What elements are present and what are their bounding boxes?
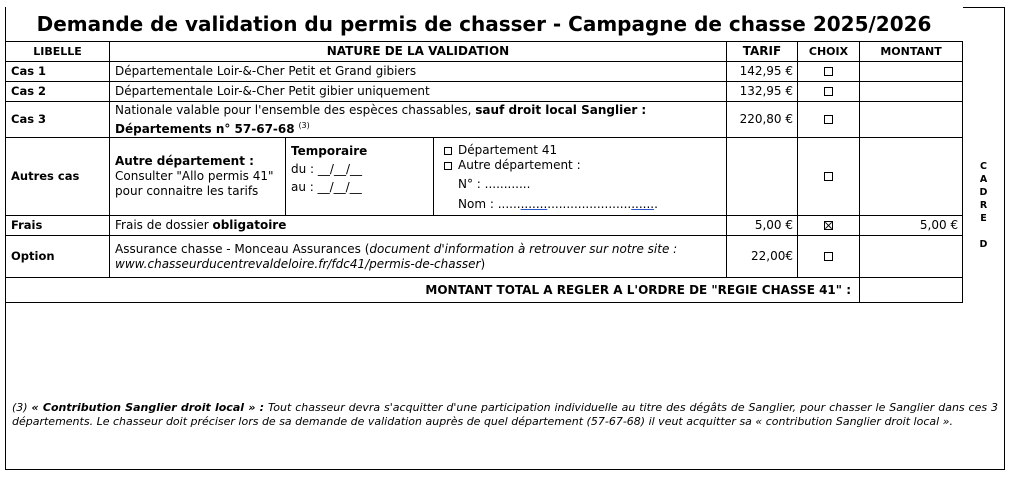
row-montant[interactable] [860, 102, 963, 138]
row-tarif: 5,00 € [727, 216, 798, 236]
row-montant[interactable] [860, 82, 963, 102]
choice-cell[interactable] [798, 138, 860, 216]
nature-end: ) [480, 256, 486, 271]
header-nature: NATURE DE LA VALIDATION [110, 42, 727, 62]
row-nature [110, 102, 727, 138]
autre-dept-title: Autre département : [115, 154, 254, 168]
cadre-letter: D [979, 187, 988, 198]
dots: ...................... [547, 197, 632, 211]
autre-dept-text: Consulter "Allo permis 41" pour connaitre les tarifs [115, 169, 274, 198]
row-nature [110, 216, 727, 236]
table-row-cas2 [6, 82, 963, 102]
row-tarif: 142,95 € [727, 62, 798, 82]
total-amount-field[interactable] [860, 278, 963, 303]
checkbox-dept41[interactable] [444, 147, 452, 155]
table-row-cas3 [6, 102, 963, 138]
checkbox-cas3[interactable] [824, 115, 833, 124]
header-montant: MONTANT [860, 42, 963, 62]
temporaire-cell [286, 138, 434, 216]
dept-name-field[interactable] [444, 197, 721, 212]
dept-name-label: Nom : [458, 197, 498, 211]
header-tarif: TARIF [727, 42, 798, 62]
row-nature: Départementale Loir-&-Cher Petit et Grand gibiers [110, 62, 727, 82]
row-label: Frais [6, 216, 110, 236]
row-label: Cas 3 [6, 102, 110, 138]
row-label: Autres cas [6, 138, 110, 216]
cadre-letter [962, 225, 1005, 238]
header-choix: CHOIX [798, 42, 860, 62]
footnote [12, 401, 998, 428]
dots: ...... [497, 197, 521, 211]
temporaire-title: Temporaire [291, 144, 368, 158]
row-label: Cas 2 [6, 82, 110, 102]
total-label: MONTANT TOTAL A REGLER A L'ORDRE DE "REGIE CHASSE 41" : [6, 278, 860, 303]
checkbox-cas2[interactable] [824, 87, 833, 96]
nature-text: Frais de dossier [115, 218, 213, 232]
row-montant[interactable] [860, 236, 963, 278]
footnote-ref: (3) [298, 120, 310, 130]
header-libelle: LIBELLE [6, 42, 110, 62]
footnote-text: Tout chasseur devra s'acquitter d'une participation individuelle au titre des dégâts de Sanglier, pour chasser le Sanglier dans ces 3 départements. Le chasseur doit préciser lors de sa demande de validation auprès de quel département (57-67-68) il veut acquitter sa « contribution Sanglier droit local ». [12, 401, 998, 428]
row-label: Cas 1 [6, 62, 110, 82]
row-label: Option [6, 236, 110, 278]
table-row-option [6, 236, 963, 278]
dept-number-field[interactable]: N° : ............ [458, 177, 531, 191]
cadre-letter: D [979, 239, 988, 250]
total-row [6, 278, 963, 303]
dots-underlined: ...... [631, 197, 655, 211]
date-du-field[interactable]: du : __/__/__ [291, 162, 362, 176]
nature-bold: sauf droit local Sanglier : Départements n° 57-67-68 [115, 102, 647, 136]
row-nature: Départementale Loir-&-Cher Petit gibier uniquement [110, 82, 727, 102]
option-dept41-label: Département 41 [458, 143, 558, 157]
footnote-bold: « Contribution Sanglier droit local » : [31, 401, 265, 414]
choice-cell[interactable] [798, 82, 860, 102]
option-dept41[interactable] [444, 143, 721, 158]
row-montant[interactable] [860, 62, 963, 82]
cadre-d-vertical-label [962, 160, 1005, 251]
nature-text: Assurance chasse - Monceau Assurances ( [115, 241, 370, 256]
checkbox-frais-checked[interactable] [824, 221, 833, 230]
validation-table [5, 7, 963, 303]
row-tarif [727, 138, 798, 216]
dots: . [654, 197, 658, 211]
nature-bold: obligatoire [212, 218, 287, 232]
row-montant[interactable]: 5,00 € [860, 216, 963, 236]
row-nature [110, 236, 727, 278]
choice-cell[interactable] [798, 102, 860, 138]
nature-italic: document d'information à retrouver sur notre site : www.chasseurducentrevaldeloire.fr/fdc41/permis-de-chasser [115, 241, 678, 271]
cadre-letter: R [979, 200, 988, 211]
cadre-letter: A [979, 174, 988, 185]
table-row-cas1 [6, 62, 963, 82]
row-tarif: 22,00€ [727, 236, 798, 278]
table-row-autres [6, 138, 963, 216]
date-au-field[interactable]: au : __/__/__ [291, 180, 362, 194]
autre-dept-cell [110, 138, 286, 216]
footnote-ref: (3) [12, 401, 32, 414]
row-tarif: 132,95 € [727, 82, 798, 102]
row-montant[interactable] [860, 138, 963, 216]
option-autre-label: Autre département : [458, 158, 581, 172]
checkbox-option[interactable] [824, 252, 833, 261]
choice-cell[interactable] [798, 62, 860, 82]
table-row-frais [6, 216, 963, 236]
checkbox-autres[interactable] [824, 172, 833, 181]
dept-options-cell [434, 138, 727, 216]
choice-cell[interactable] [798, 216, 860, 236]
cadre-letter: E [980, 213, 987, 224]
checkbox-autre-dept[interactable] [444, 162, 452, 170]
option-autre-dept[interactable] [444, 158, 721, 173]
nature-text: Nationale valable pour l'ensemble des espèces chassables, [115, 102, 476, 117]
page-title: Demande de validation du permis de chasser - Campagne de chasse 2025/2026 [6, 7, 963, 42]
dots-underlined: ....... [520, 197, 548, 211]
checkbox-cas1[interactable] [824, 67, 833, 76]
cadre-letter: C [980, 161, 987, 172]
row-tarif: 220,80 € [727, 102, 798, 138]
choice-cell[interactable] [798, 236, 860, 278]
